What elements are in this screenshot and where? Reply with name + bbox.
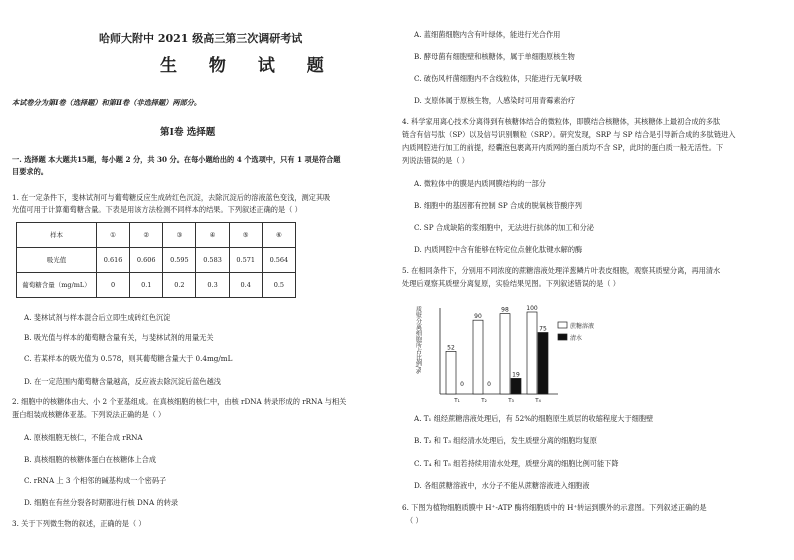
bar-value-label: 0	[487, 381, 491, 388]
table-cell: 0.571	[229, 248, 262, 273]
x-tick-label: T₁	[454, 398, 460, 404]
legend-label: 蔗糖溶液	[570, 323, 595, 330]
absorbance-table	[16, 222, 296, 298]
table-row	[17, 273, 296, 298]
table-cell: ①	[97, 223, 130, 248]
q1-option-a: A. 斐林试剂与样本混合后立即生成砖红色沉淀	[24, 313, 171, 322]
bar-value-label: 75	[539, 325, 547, 333]
bar-sucrose	[473, 320, 483, 394]
part1-instructions-line1: 一. 选择题 本大题共15题，每小题 2 分，共 30 分。在每小题给出的 4 个选项中，只有 1 项是符合题	[12, 155, 341, 164]
table-cell: 0.616	[97, 248, 130, 273]
q4-option-c: C. SP 合成缺陷的浆细胞中，无法进行抗体的加工和分泌	[414, 223, 594, 232]
q4-stem-line4: 列说法错误的是（ ）	[402, 156, 469, 165]
q4-stem-line1: 4. 科学家用离心技术分离得到有核糖体结合的微粒体，即膜结合核糖体，其核糖体上最初合成的多肽	[402, 117, 721, 126]
q5-stem-line2: 处理后观察其质壁分离复原，实验结果见图。下列叙述错误的是（ ）	[402, 279, 620, 288]
section-title: 第Ⅰ卷 选择题	[160, 127, 216, 138]
q2-option-a: A. 原核细胞无核仁，不能合成 rRNA	[24, 433, 143, 442]
table-row	[17, 223, 296, 248]
q1-option-d: D. 在一定范围内葡萄糖含量越高，反应液去除沉淀后蓝色越浅	[24, 377, 221, 386]
q2-option-d: D. 细胞在有丝分裂各时期都进行核 DNA 的转录	[24, 498, 179, 507]
table-cell: 0.2	[163, 273, 196, 298]
q4-option-d: D. 内质网腔中含有能够在特定位点催化肽键水解的酶	[414, 245, 583, 254]
q5-option-a: A. T₁ 组经蔗糖溶液处理后，有 52%的细胞原生质层的收缩程度大于细胞壁	[414, 414, 654, 423]
x-tick-label: T₄	[535, 398, 541, 404]
q5-option-c: C. T₄ 和 T₅ 组若持续用清水处理，质壁分离的细胞比例可能下降	[414, 459, 619, 468]
q1-option-c: C. 若某样本的吸光值为 0.578，则其葡萄糖含量大于 0.4mg/mL	[24, 354, 233, 363]
table-cell: 0.4	[229, 273, 262, 298]
table-cell: ④	[196, 223, 229, 248]
q3-option-a: A. 蓝细菌细胞内含有叶绿体，能进行光合作用	[414, 30, 561, 39]
table-cell: 0.5	[262, 273, 295, 298]
x-tick-label: T₂	[481, 398, 487, 404]
table-cell: 0.1	[130, 273, 163, 298]
q3-option-b: B. 酵母菌有细胞壁和核糖体，属于单细胞原核生物	[414, 52, 575, 61]
bar-sucrose	[500, 314, 510, 394]
x-tick-label: T₃	[508, 398, 514, 404]
table-cell: 0.583	[196, 248, 229, 273]
q2-option-c: C. rRNA 上 3 个相邻的碱基构成一个密码子	[24, 476, 167, 485]
q4-option-a: A. 微粒体中的膜是内质网膜结构的一部分	[414, 179, 546, 188]
q5-option-b: B. T₂ 和 T₃ 组经清水处理后，发生质壁分离的细胞均复原	[414, 436, 597, 445]
q2-stem-line2: 蛋白组装成核糖体亚基。下列说法正确的是（ ）	[12, 410, 166, 419]
bar-sucrose	[446, 351, 456, 394]
bar-sucrose	[527, 312, 537, 394]
table-header-cell: 样本	[17, 223, 97, 248]
q1-option-b: B. 吸光值与样本的葡萄糖含量有关，与斐林试剂的用量无关	[24, 333, 214, 342]
q6-stem-line2: （ ）	[406, 516, 423, 525]
table-cell: 0.3	[196, 273, 229, 298]
table-header-cell: 葡萄糖含量（mg/mL）	[17, 273, 97, 298]
table-cell: ⑤	[229, 223, 262, 248]
q4-stem-line2: 链含有信号肽（SP）以及信号识别颗粒（SRP）。研究发现，SRP 与 SP 结合是引导新合成的多肽链进入	[402, 130, 736, 139]
q1-stem-line2: 光值可用于计算葡萄糖含量。下表是用该方法检测不同样本的结果。下列叙述正确的是（ ）	[12, 205, 302, 214]
q5-stem-line1: 5. 在相同条件下，分别用不同浓度的蔗糖溶液处理洋葱鳞片叶表皮细胞，观察其质壁分离，再用清水	[402, 266, 721, 275]
legend-swatch	[558, 322, 567, 328]
bar-value-label: 100	[526, 305, 538, 312]
bar-water	[538, 333, 548, 395]
bar-water	[511, 378, 521, 394]
legend-label: 清水	[570, 335, 583, 342]
q1-stem-line1: 1. 在一定条件下，斐林试剂可与葡萄糖反应生成砖红色沉淀，去除沉淀后的溶液蓝色变浅，测定其吸	[12, 193, 331, 202]
q2-option-b: B. 真核细胞的核糖体蛋白在核糖体上合成	[24, 455, 157, 464]
table-cell: 0.606	[130, 248, 163, 273]
bar-value-label: 19	[512, 371, 520, 379]
exam-intro: 本试卷分为第Ⅰ卷（选择题）和第Ⅱ卷（非选择题）两部分。	[12, 98, 202, 107]
table-cell: ②	[130, 223, 163, 248]
bar-value-label: 90	[474, 313, 482, 321]
bar-value-label: 52	[447, 344, 455, 352]
q3-option-d: D. 支原体属于原核生物，人感染时可用青霉素治疗	[414, 96, 576, 105]
legend-swatch	[558, 334, 567, 340]
bar-value-label: 98	[501, 306, 509, 314]
bar-value-label: 0	[460, 381, 464, 388]
table-cell: 0.595	[163, 248, 196, 273]
q6-stem-line1: 6. 下图为植物细胞质膜中 H⁺-ATP 酶将细胞质中的 H⁺转运到膜外的示意图。下列叙述正确的是	[402, 503, 707, 512]
table-header-cell: 吸光值	[17, 248, 97, 273]
plasmolysis-bar-chart	[410, 296, 620, 404]
q3-option-c: C. 破伤风杆菌细胞内不含线粒体，只能进行无氧呼吸	[414, 74, 582, 83]
table-cell: 0.564	[262, 248, 295, 273]
q2-stem-line1: 2. 细胞中的核糖体由大、小 2 个亚基组成。在真核细胞的核仁中，由核 rDNA 转录形成的 rRNA 与相关	[12, 397, 347, 406]
subject-title: 生 物 试 题	[160, 56, 337, 76]
q3-stem: 3. 关于下列微生物的叙述，正确的是（ ）	[12, 519, 146, 528]
q4-stem-line3: 内质网腔进行加工的前提，经囊泡包裹离开内质网的蛋白质均不含 SP，此时的蛋白质一般无活性。下	[402, 143, 724, 152]
table-cell: 0	[97, 273, 130, 298]
table-cell: ⑥	[262, 223, 295, 248]
exam-header: 哈师大附中 2021 级高三第三次调研考试	[99, 32, 303, 45]
y-axis-label: 质壁分离细胞所占比例/%	[414, 306, 422, 374]
q5-option-d: D. 各组蔗糖溶液中，水分子不能从蔗糖溶液进入细胞液	[414, 481, 590, 490]
table-row	[17, 248, 296, 273]
table-cell: ③	[163, 223, 196, 248]
q4-option-b: B. 细胞中的基因都有控制 SP 合成的脱氧核苷酸序列	[414, 201, 582, 210]
part1-instructions-line2: 目要求的。	[12, 167, 48, 176]
